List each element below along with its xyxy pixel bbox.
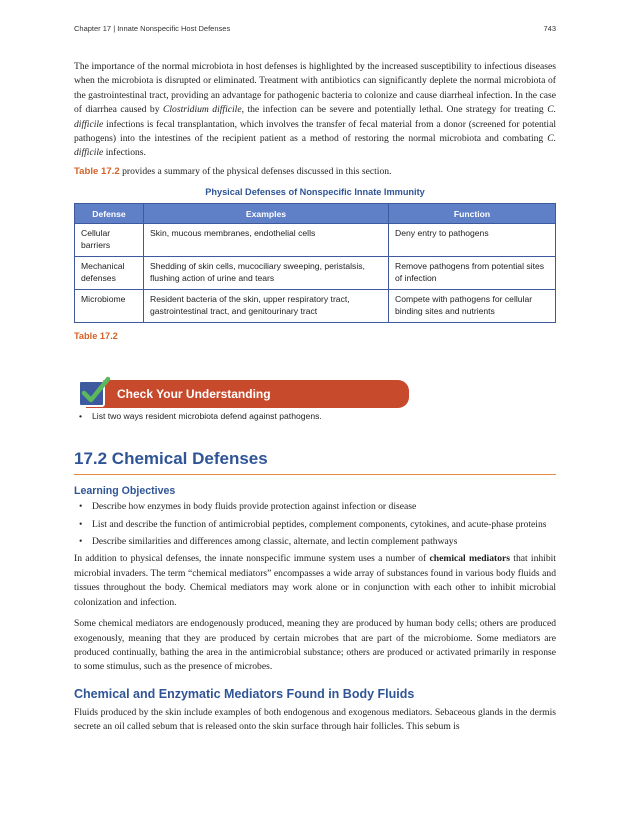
species-name: C. difficile [74,104,556,130]
examples-cell: Skin, mucous membranes, endothelial cells [144,224,389,257]
table-row [75,257,556,290]
list-item: • Describe similarities and differences among classic, alternate, and lectin complement pathways [74,535,556,549]
column-header-examples: Examples [144,204,389,224]
page-body [74,60,556,735]
examples-cell: Resident bacteria of the skin, upper respiratory tract, gastrointestinal tract, and genitourinary tract [144,290,389,323]
table-caption: Table 17.2 [74,331,118,342]
function-cell: Remove pathogens from potential sites of infection [389,257,556,290]
checkmark-box-icon [76,374,112,410]
examples-cell: Shedding of skin cells, mucociliary sweeping, peristalsis, flushing action of urine and tears [144,257,389,290]
bullet-dot: • [79,536,83,548]
table-row [75,224,556,257]
table-link[interactable]: Table 17.2 [74,165,120,177]
list-item: • Describe how enzymes in body fluids provide protection against infection or disease [74,500,556,514]
column-header-defense: Defense [75,204,144,224]
function-cell: Compete with pathogens for cellular binding sites and nutrients [389,290,556,323]
defense-cell: Mechanical defenses [75,257,144,290]
defense-cell: Microbiome [75,290,144,323]
physical-defenses-table [74,203,556,323]
bullet-dot: • [79,518,83,530]
table-reference-paragraph: Table 17.2 provides a summary of the physical defenses discussed in this section. [74,165,392,177]
list-item: • List two ways resident microbiota defend against pathogens. [79,411,322,422]
table-header-row [75,204,556,224]
body-paragraph: Some chemical mediators are endogenously produced, meaning they are produced by human body cells; others are produced exogenously, meaning that they are produced by certain microbes that are part of the microbiome. Some mediators are produced continually, bathing the area in the antimicrobial substance; others are produced or activated primarily in response to some stimulus, such as the presence of microbes. [74,618,556,673]
bullet-dot: • [79,411,83,422]
table-title: Physical Defenses of Nonspecific Innate Immunity [205,187,425,198]
check-understanding-list [74,410,556,422]
table-row [75,290,556,323]
species-name: Clostridium difficile [162,104,242,116]
defense-cell: Cellular barriers [75,224,144,257]
learning-objectives-heading: Learning Objectives [74,485,176,498]
page-number: 743 [543,24,556,33]
check-understanding-title: Check Your Understanding [117,387,271,402]
body-paragraph: Fluids produced by the skin include examples of both endogenous and exogenous mediators. Sebaceous glands in the dermis secrete an oil called sebum that is released onto the skin surface through hair follicles. This sebum is [74,706,556,733]
species-name: C. difficile [74,133,556,159]
check-understanding-banner [74,374,556,410]
list-item: • List and describe the function of antimicrobial peptides, complement components, cytokines, and acute-phase proteins [74,518,556,532]
column-header-function: Function [389,204,556,224]
body-paragraph: In addition to physical defenses, the innate nonspecific immune system uses a number of chemical mediators that inhibit microbial invaders. The term “chemical mediators” encompasses a wide array of substances found in various body fluids and tissues throughout the body. Chemical mediators may work alone or in conjunction with each other to inhibit microbial colonization and infection. [74,553,556,608]
learning-objectives-list [74,500,556,549]
bullet-dot: • [79,501,83,513]
key-term: chemical mediators [429,553,511,565]
section-title: 17.2 Chemical Defenses [74,448,556,475]
function-cell: Deny entry to pathogens [389,224,556,257]
subsection-heading: Chemical and Enzymatic Mediators Found in Body Fluids [74,686,415,701]
chapter-title: Chapter 17 | Innate Nonspecific Host Defenses [74,24,231,33]
intro-paragraph: The importance of the normal microbiota in host defenses is highlighted by the increased susceptibility to infectious diseases when the microbiota is disrupted or eliminated. Treatment with antibiotics can significantly deplete the normal microbiota of the gastrointestinal tract, providing an advantage for pathogenic bacteria to colonize and cause diarrheal infection. In the case of diarrhea caused by Clostridium difficile, the infection can be severe and potentially lethal. One strategy for treating C. difficile infections is fecal transplantation, which involves the transfer of fecal material from a donor (screened for potential pathogens) into the intestines of the recipient patient as a method of restoring the normal microbiota and combating C. difficile infections. [74,61,556,159]
